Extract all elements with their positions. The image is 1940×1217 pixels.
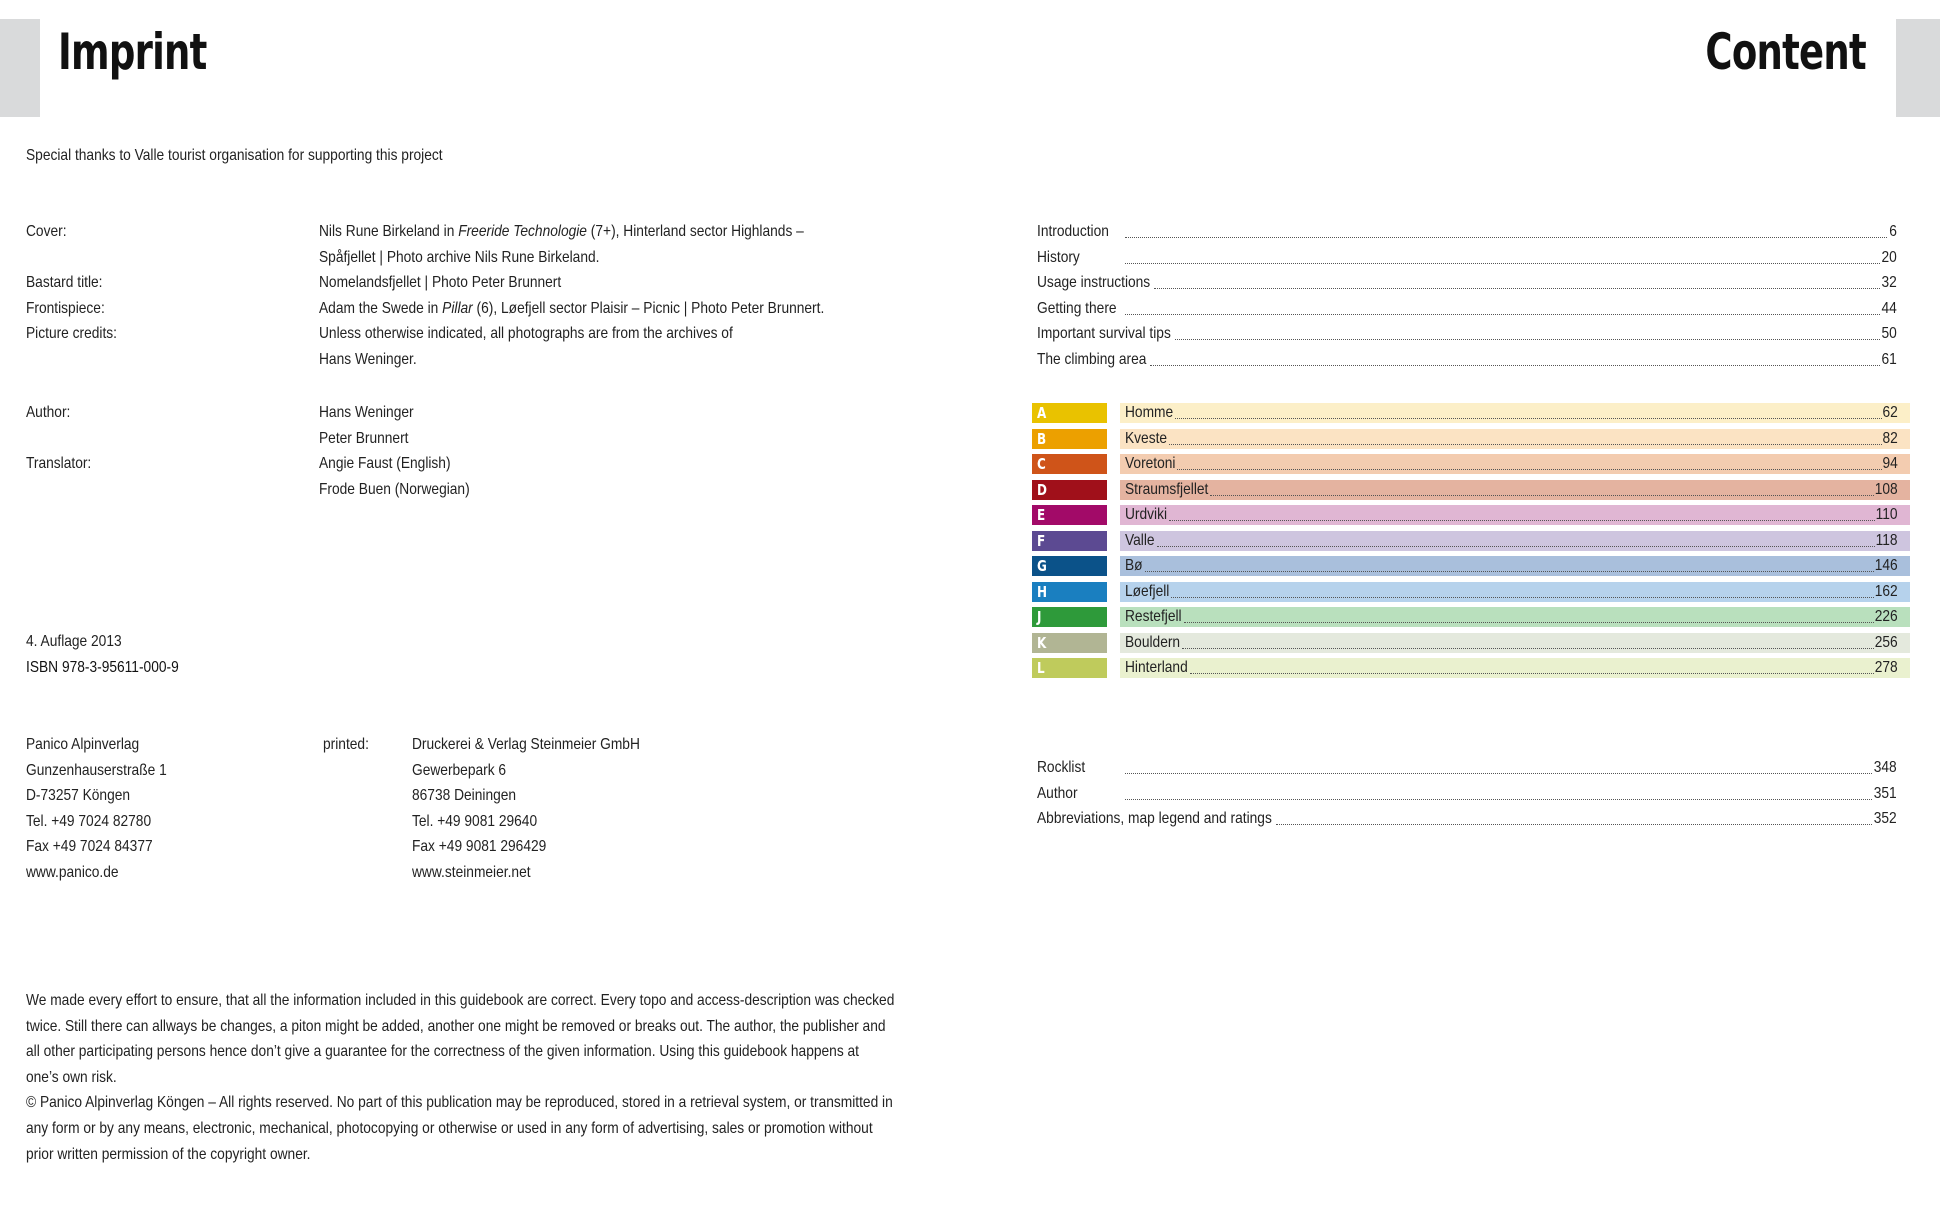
credit-text: Adam the Swede in — [319, 299, 443, 317]
people-label: Author: — [26, 404, 71, 421]
right-page-tab — [1896, 19, 1940, 117]
toc-entry-page: 352 — [1874, 810, 1897, 828]
toc-dot-leader — [1125, 237, 1887, 238]
toc-sector-entry[interactable] — [1032, 531, 1910, 551]
credit-value — [319, 222, 804, 242]
toc-entry-label: Introduction — [1037, 223, 1109, 240]
toc-entry[interactable] — [1037, 758, 1897, 778]
toc-entry-label: Rocklist — [1037, 759, 1086, 776]
toc-entry[interactable] — [1037, 809, 1897, 829]
credit-text: Spåfjellet | Photo archive Nils Rune Birkeland. — [319, 248, 600, 266]
toc-entry-label: Getting there — [1037, 299, 1117, 317]
toc-dot-leader — [1175, 418, 1882, 419]
credit-label: Picture credits: — [26, 325, 117, 343]
credit-label: Frontispiece: — [26, 299, 105, 317]
toc-entry-page: 32 — [1881, 274, 1897, 292]
sector-bar — [1120, 429, 1910, 449]
sector-page: 256 — [1875, 633, 1898, 651]
toc-entry-page: 348 — [1874, 759, 1897, 776]
credit-title-italic: Pillar — [442, 299, 473, 317]
toc-entry-page: 351 — [1874, 784, 1897, 802]
sector-page: 118 — [1876, 531, 1898, 549]
credit-value — [319, 350, 417, 370]
toc-sector-entry[interactable] — [1032, 633, 1910, 653]
publisher-line: Fax +49 7024 84377 — [26, 838, 153, 856]
sector-letter: L — [1037, 659, 1045, 677]
sector-letter: D — [1037, 480, 1047, 499]
sector-page: 94 — [1882, 455, 1898, 472]
sector-label: Kveste — [1125, 429, 1168, 447]
toc-sector-entry[interactable] — [1032, 658, 1910, 678]
people-label: Translator: — [26, 455, 92, 473]
printer-line: www.steinmeier.net — [412, 864, 531, 881]
sector-letter: H — [1037, 582, 1048, 601]
toc-entry[interactable] — [1037, 324, 1897, 344]
credit-text: Unless otherwise indicated, all photographs are from the archives of — [319, 325, 733, 343]
toc-dot-leader — [1276, 824, 1872, 825]
sector-bar — [1120, 531, 1910, 551]
sector-letter-badge — [1032, 505, 1107, 525]
toc-dot-leader — [1157, 546, 1876, 547]
printer-line: Gewerbepark 6 — [412, 761, 507, 779]
sector-letter: F — [1037, 531, 1046, 550]
toc-dot-leader — [1182, 648, 1874, 649]
toc-sector-entry[interactable] — [1032, 582, 1910, 602]
edition-text: 4. Auflage 2013 — [26, 633, 122, 650]
sector-page: 82 — [1882, 429, 1898, 447]
credit-text: (6), Løefjell sector Plaisir – Picnic | Photo Peter Brunnert. — [472, 299, 825, 317]
toc-entry[interactable] — [1037, 350, 1897, 370]
sector-letter-badge — [1032, 607, 1107, 627]
credit-label: Bastard title: — [26, 274, 103, 292]
toc-entry-page: 50 — [1881, 325, 1897, 343]
sector-bar — [1120, 480, 1910, 500]
sector-label: Bouldern — [1125, 633, 1181, 651]
credit-text: Hans Weninger. — [319, 351, 417, 368]
sector-page: 226 — [1875, 608, 1898, 625]
disclaimer-paragraph: © Panico Alpinverlag Köngen – All rights reserved. No part of this publication may be reproduced, stored in a retrieval system, or transmitted in any form or by any means, electronic, mechanical, photocopying or otherwise or used in any form of advertising, sales or promotion without prior written permission of the copyright owner. — [26, 1094, 893, 1163]
toc-dot-leader — [1184, 622, 1874, 623]
sector-bar — [1120, 633, 1910, 653]
sector-bar — [1120, 454, 1910, 474]
content-title: Content — [1705, 23, 1866, 81]
sector-letter: J — [1037, 608, 1042, 626]
toc-entry-label: Author — [1037, 784, 1078, 802]
toc-dot-leader — [1171, 597, 1874, 598]
sector-letter-badge — [1032, 403, 1107, 423]
sector-letter-badge — [1032, 658, 1107, 678]
sector-label: Hinterland — [1125, 659, 1188, 676]
sector-letter-badge — [1032, 454, 1107, 474]
sector-bar — [1120, 505, 1910, 525]
toc-dot-leader — [1154, 288, 1880, 289]
toc-dot-leader — [1125, 773, 1872, 774]
sector-bar — [1120, 658, 1910, 678]
disclaimer-paragraph: We made every effort to ensure, that all the information included in this guidebook are correct. Every topo and access-description was checked twice. Still there can allways be changes, a piton might be added, another one might be removed or breaks out. The author, the publisher and all other participating persons hence don’t give a guarantee for the correctness of the given information. Using this guidebook happens at one’s own risk. — [26, 992, 895, 1086]
toc-entry-page: 61 — [1881, 351, 1897, 368]
credit-value — [319, 248, 599, 268]
publisher-line: Panico Alpinverlag — [26, 736, 140, 753]
sector-letter: E — [1037, 506, 1046, 524]
sector-bar — [1120, 556, 1910, 576]
sector-bar — [1120, 403, 1910, 423]
people-name: Angie Faust (English) — [319, 455, 451, 473]
sector-letter: G — [1037, 557, 1047, 575]
toc-entry[interactable] — [1037, 248, 1897, 268]
toc-dot-leader — [1145, 571, 1874, 572]
sector-label: Løefjell — [1125, 582, 1170, 600]
toc-dot-leader — [1210, 495, 1874, 496]
toc-dot-leader — [1125, 799, 1872, 800]
credit-value — [319, 299, 824, 319]
sector-label: Straumsfjellet — [1125, 480, 1209, 498]
sector-letter-badge — [1032, 582, 1107, 602]
toc-entry-page: 44 — [1881, 299, 1897, 317]
sector-page: 162 — [1875, 582, 1898, 600]
toc-entry-label: Usage instructions — [1037, 274, 1151, 292]
sector-label: Homme — [1125, 404, 1174, 421]
toc-sector-entry[interactable] — [1032, 607, 1910, 627]
toc-entry[interactable] — [1037, 784, 1897, 804]
printer-line: 86738 Deiningen — [412, 787, 517, 805]
toc-entry-page: 20 — [1881, 248, 1897, 266]
toc-entry-label: Abbreviations, map legend and ratings — [1037, 810, 1272, 828]
credit-title-italic: Freeride Technologie — [458, 223, 587, 240]
toc-dot-leader — [1150, 365, 1879, 366]
printer-line: Tel. +49 9081 29640 — [412, 812, 538, 830]
sector-label: Restefjell — [1125, 608, 1182, 625]
sector-label: Voretoni — [1125, 455, 1176, 472]
sector-letter: K — [1037, 633, 1047, 652]
toc-dot-leader — [1177, 469, 1881, 470]
imprint-title: Imprint — [58, 23, 207, 81]
sector-letter-badge — [1032, 556, 1107, 576]
sector-letter: B — [1037, 429, 1047, 448]
left-page-tab — [0, 19, 40, 117]
credit-value — [319, 273, 561, 293]
publisher-line: Tel. +49 7024 82780 — [26, 812, 152, 830]
sector-page: 278 — [1875, 659, 1898, 676]
printer-label: printed: — [323, 736, 369, 753]
sector-page: 108 — [1875, 480, 1898, 498]
toc-sector-entry[interactable] — [1032, 429, 1910, 449]
toc-sector-entry[interactable] — [1032, 556, 1910, 576]
publisher-line: Gunzenhauserstraße 1 — [26, 761, 167, 779]
toc-dot-leader — [1125, 263, 1880, 264]
sector-letter-badge — [1032, 429, 1107, 449]
toc-sector-entry[interactable] — [1032, 403, 1910, 423]
sector-page: 110 — [1876, 506, 1898, 523]
toc-entry[interactable] — [1037, 273, 1897, 293]
sector-letter-badge — [1032, 531, 1107, 551]
disclaimer-text — [26, 988, 895, 1167]
sector-letter-badge — [1032, 633, 1107, 653]
toc-dot-leader — [1175, 339, 1880, 340]
toc-dot-leader — [1169, 444, 1882, 445]
toc-entry[interactable] — [1037, 299, 1897, 319]
sector-label: Urdviki — [1125, 506, 1168, 523]
credit-value — [319, 324, 733, 344]
sector-bar — [1120, 607, 1910, 627]
sector-bar — [1120, 582, 1910, 602]
toc-entry-label: History — [1037, 248, 1080, 266]
thanks-text: Special thanks to Valle tourist organisation for supporting this project — [26, 147, 443, 164]
publisher-line: D-73257 Köngen — [26, 787, 131, 805]
toc-dot-leader — [1190, 673, 1874, 674]
people-name: Peter Brunnert — [319, 429, 409, 447]
toc-entry-page: 6 — [1889, 223, 1897, 240]
toc-dot-leader — [1169, 520, 1875, 521]
sector-letter-badge — [1032, 480, 1107, 500]
credit-text: (7+), Hinterland sector Highlands – — [586, 223, 804, 240]
people-name: Hans Weninger — [319, 404, 414, 421]
toc-entry-label: Important survival tips — [1037, 325, 1171, 343]
credit-label: Cover: — [26, 223, 67, 240]
toc-dot-leader — [1125, 314, 1880, 315]
toc-entry-label: The climbing area — [1037, 351, 1147, 368]
toc-sector-entry[interactable] — [1032, 454, 1910, 474]
sector-page: 146 — [1875, 557, 1898, 574]
sector-label: Bø — [1125, 557, 1143, 574]
toc-sector-entry[interactable] — [1032, 480, 1910, 500]
sector-page: 62 — [1882, 404, 1898, 421]
credit-text: Nomelandsfjellet | Photo Peter Brunnert — [319, 274, 562, 292]
publisher-line: www.panico.de — [26, 864, 119, 881]
sector-label: Valle — [1125, 531, 1155, 549]
people-name: Frode Buen (Norwegian) — [319, 480, 470, 498]
toc-sector-entry[interactable] — [1032, 505, 1910, 525]
printer-line: Druckerei & Verlag Steinmeier GmbH — [412, 736, 640, 753]
toc-entry[interactable] — [1037, 222, 1897, 242]
sector-letter: C — [1037, 455, 1046, 473]
sector-letter: A — [1037, 404, 1047, 422]
isbn-text: ISBN 978-3-95611-000-9 — [26, 659, 179, 676]
printer-line: Fax +49 9081 296429 — [412, 838, 547, 856]
credit-text: Nils Rune Birkeland in — [319, 223, 459, 240]
